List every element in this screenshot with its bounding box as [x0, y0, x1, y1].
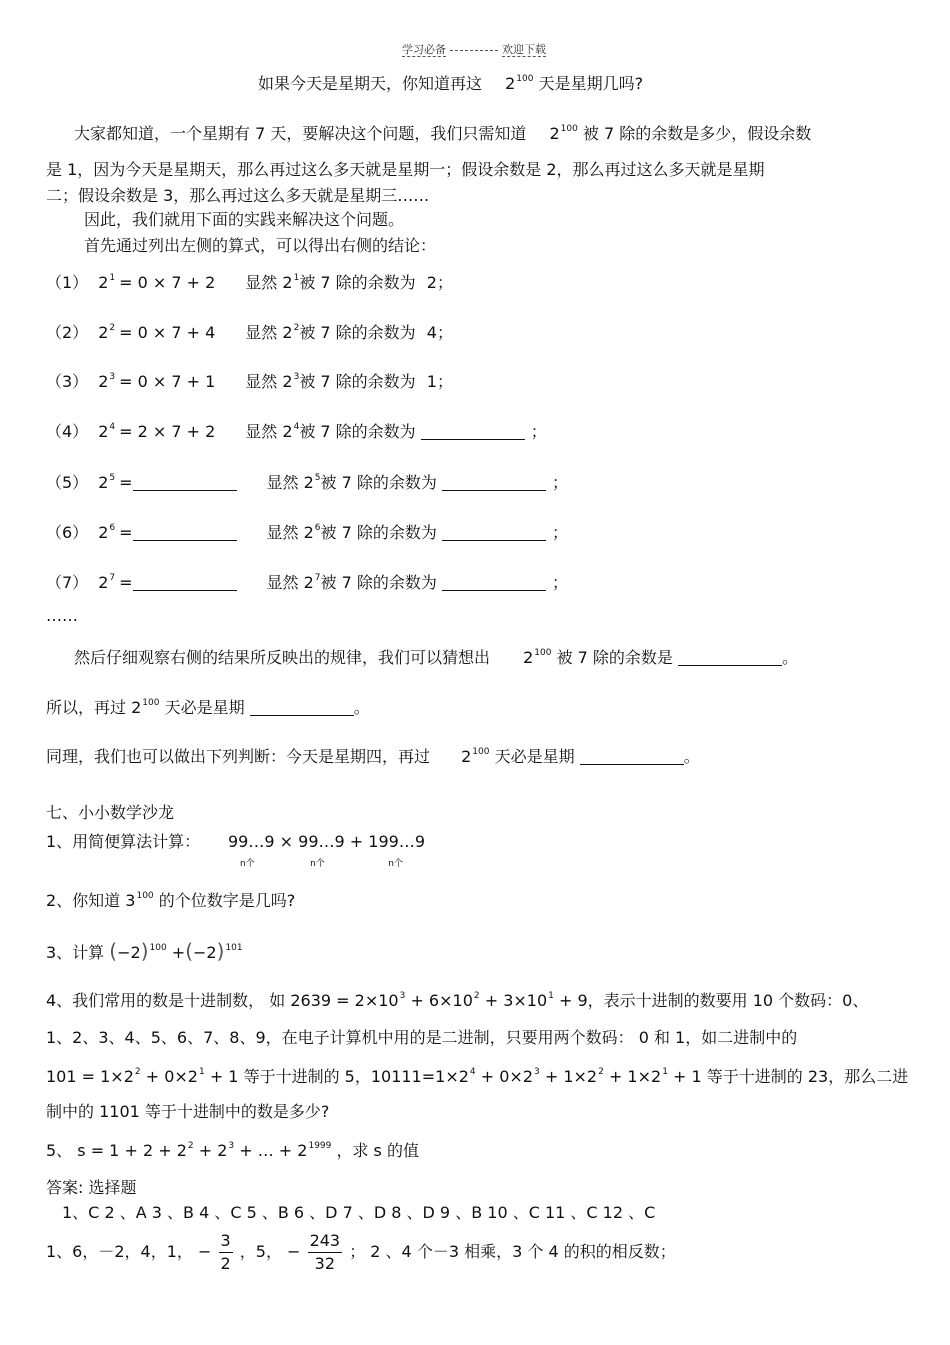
exponent: 2: [187, 1141, 194, 1151]
result-prefix: 显然 2: [266, 473, 314, 492]
expression-blank[interactable]: [133, 474, 237, 491]
nines-term: [368, 832, 425, 869]
base-number: 2: [98, 523, 109, 542]
exponent: 100: [472, 747, 490, 757]
question-text: + 2: [198, 1141, 228, 1160]
question-text: + 1×2: [544, 1067, 598, 1086]
row-number: （4）: [46, 422, 89, 441]
period: 。: [782, 648, 799, 667]
exponent: 1: [662, 1067, 668, 1077]
conclusion-text: 天必是星期: [164, 698, 245, 717]
result-text: 被 7 除的余数为: [320, 523, 437, 542]
page-title: [258, 74, 643, 97]
answers-line-1: 1、C 2 、A 3 、B 4 、C 5 、B 6 、D 7 、D 8 、D 9 、B 10 、C 11 、C 12 、C: [62, 1203, 656, 1222]
question-text: + 0×2: [480, 1067, 534, 1086]
page-header: [402, 40, 546, 60]
expression-blank[interactable]: [133, 524, 237, 541]
row-number: （1）: [46, 273, 89, 292]
term: 99…9: [228, 832, 275, 851]
header-divider: [450, 50, 498, 51]
result-prefix: 显然 2: [266, 573, 314, 592]
answer-blank[interactable]: [678, 649, 782, 666]
exercise-row: [46, 372, 453, 395]
exponent: 7: [314, 573, 321, 583]
fraction: [308, 1230, 343, 1275]
exponent: 2: [473, 991, 480, 1001]
row-expression: =: [119, 523, 133, 542]
question-text: + 1 等于十进制的 5，10111=1×2: [209, 1067, 469, 1086]
answers-label: 答案: 选择题: [46, 1178, 137, 1197]
question-text: 2、你知道: [46, 891, 121, 910]
result-text: 被 7 除的余数为: [299, 372, 416, 391]
fraction: [219, 1230, 233, 1275]
expression-blank[interactable]: [133, 574, 237, 591]
exponent: 4: [109, 422, 116, 432]
row-number: （6）: [46, 523, 89, 542]
question-text: 的个位数字是几吗?: [158, 891, 296, 910]
answer-blank[interactable]: [442, 524, 546, 541]
conclusion-3: [46, 747, 700, 770]
intro-paragraph-5: 首先通过列出左侧的算式，可以得出右侧的结论：: [84, 236, 437, 255]
row-expression: =: [119, 473, 133, 492]
exponent: 100: [142, 698, 160, 708]
result-value: ；: [551, 523, 568, 542]
question-1-expression: [228, 832, 425, 869]
denominator: 32: [314, 1254, 336, 1273]
term: −2: [117, 943, 141, 962]
exponent: 6: [314, 523, 321, 533]
row-number: （2）: [46, 323, 89, 342]
question-text: 3、计算: [46, 943, 105, 962]
row-expression: = 2 × 7 + 2: [119, 422, 216, 441]
intro-text: 被 7 除的余数是多少，假设余数: [582, 124, 812, 143]
term: 199…9: [368, 832, 425, 851]
conclusion-text: 被 7 除的余数是: [556, 648, 673, 667]
operator: +: [349, 832, 364, 851]
title-prefix: 如果今天是星期天，你知道再这: [258, 74, 483, 93]
exponent: 4: [293, 422, 300, 432]
row-number: （5）: [46, 473, 89, 492]
answer-text: ； 2 、4 个－3 相乘，3 个 4 的积的相反数；: [349, 1242, 676, 1261]
question-4-line-1: [46, 991, 868, 1014]
base-number: 2: [98, 573, 109, 592]
exponent: 5: [109, 473, 116, 483]
exponent: 5: [314, 473, 321, 483]
result-prefix: 显然 2: [245, 273, 293, 292]
denominator: 2: [220, 1254, 231, 1273]
conclusion-text: 天必是星期: [494, 747, 575, 766]
n-label: n个: [310, 859, 325, 869]
row-expression: = 0 × 7 + 1: [119, 372, 216, 391]
paren: (: [185, 939, 193, 963]
exponent: 100: [136, 891, 154, 901]
conclusion-2: [46, 698, 370, 721]
question-3: [46, 941, 243, 966]
base-number: 2: [98, 422, 109, 441]
question-4-line-4: 制中的 1101 等于十进制中的数是多少?: [46, 1102, 330, 1121]
n-label: n个: [388, 859, 403, 869]
exercise-row: [46, 573, 568, 596]
result-text: 被 7 除的余数为: [320, 473, 437, 492]
numerator: 3: [219, 1230, 233, 1253]
question-4-line-3: [46, 1067, 908, 1090]
row-result: [245, 422, 546, 445]
answer-blank[interactable]: [580, 748, 684, 765]
numerator: 243: [308, 1230, 343, 1253]
row-expression: = 0 × 7 + 4: [119, 323, 216, 342]
exponent: 100: [560, 124, 578, 134]
result-value: 2；: [426, 273, 453, 292]
question-5: [46, 1141, 419, 1164]
row-result: [245, 372, 453, 395]
exercise-row: [46, 473, 568, 496]
question-text: 4、我们常用的数是十进制数， 如 2639 = 2×10: [46, 991, 399, 1010]
question-1: [46, 832, 200, 852]
result-value: ；: [530, 422, 547, 441]
base-number: 2: [461, 747, 472, 766]
exponent: 100: [534, 648, 552, 658]
term: 99…9: [298, 832, 345, 851]
ellipsis: ……: [46, 606, 78, 625]
conclusion-text: 同理，我们也可以做出下列判断：今天是星期四，再过: [46, 747, 431, 766]
answer-blank[interactable]: [250, 699, 354, 716]
exercise-row: [46, 422, 547, 445]
row-number: （3）: [46, 372, 89, 391]
exponent: 1: [198, 1067, 205, 1077]
base-number: 2: [98, 473, 109, 492]
result-prefix: 显然 2: [266, 523, 314, 542]
header-left: 学习必备: [402, 43, 446, 56]
title-suffix: 天是星期几吗?: [538, 74, 644, 93]
operator: +: [171, 943, 186, 962]
answer-blank[interactable]: [442, 574, 546, 591]
question-text: + 0×2: [145, 1067, 198, 1086]
header-right: 欢迎下载: [502, 43, 546, 56]
result-value: 1；: [426, 372, 453, 391]
exponent: 4: [469, 1067, 476, 1077]
title-base: 2: [505, 74, 516, 93]
row-result: [245, 323, 453, 346]
result-text: 被 7 除的余数为: [320, 573, 437, 592]
exponent: 3: [293, 372, 300, 382]
question-text: + 6×10: [410, 991, 473, 1010]
result-text: 被 7 除的余数为: [299, 323, 416, 342]
paren: (: [109, 939, 118, 963]
base-number: 2: [523, 648, 534, 667]
exponent: 1999: [308, 1141, 332, 1151]
base-number: 2: [131, 698, 142, 717]
base-number: 3: [125, 891, 136, 910]
question-text: 101 = 1×2: [46, 1067, 134, 1086]
exponent: 3: [109, 372, 116, 382]
conclusion-text: 所以，再过: [46, 698, 127, 717]
base-number: 2: [98, 372, 109, 391]
base-number: 2: [98, 323, 109, 342]
question-text: + 1×2: [608, 1067, 662, 1086]
intro-paragraph-2: 是 1，因为今天是星期天，那么再过这么多天就是星期一；假设余数是 2，那么再过这么多天就是星期: [46, 160, 765, 179]
question-2: [46, 891, 295, 914]
term: −2: [193, 943, 217, 962]
row-number: （7）: [46, 573, 89, 592]
base-number: 2: [549, 124, 560, 143]
question-text: 5、 s = 1 + 2 + 2: [46, 1141, 187, 1160]
question-text: + 3×10: [484, 991, 548, 1010]
answer-blank[interactable]: [442, 474, 546, 491]
exponent: 1: [548, 991, 554, 1001]
result-value: ；: [551, 473, 568, 492]
row-result: [267, 573, 568, 596]
result-prefix: 显然 2: [245, 372, 293, 391]
result-value: 4；: [426, 323, 453, 342]
intro-paragraph-3: 二；假设余数是 3，那么再过这么多天就是星期三……: [46, 186, 430, 205]
answers-line-2: [46, 1230, 676, 1275]
intro-paragraph-4: 因此，我们就用下面的实践来解决这个问题。: [84, 210, 405, 229]
result-prefix: 显然 2: [245, 422, 293, 441]
conclusion-1: [74, 648, 798, 671]
answer-blank[interactable]: [421, 423, 525, 440]
paren: ): [140, 939, 149, 963]
exponent: 2: [598, 1067, 604, 1077]
question-text: ，求 s 的值: [336, 1141, 419, 1160]
operator: ×: [279, 832, 294, 851]
question-text: + 1 等于十进制的 23，那么二进: [673, 1067, 909, 1086]
exponent: 1: [293, 273, 300, 283]
period: 。: [353, 698, 370, 717]
exponent: 7: [109, 573, 116, 583]
exponent: 3: [228, 1141, 235, 1151]
exponent: 2: [109, 323, 116, 333]
result-prefix: 显然 2: [245, 323, 293, 342]
nines-term: [228, 832, 275, 869]
question-4-line-2: 1、2、3、4、5、6、7、8、9，在电子计算机中用的是二进制，只要用两个数码： 0 和 1，如二进制中的: [46, 1028, 798, 1047]
result-text: 被 7 除的余数为: [299, 422, 416, 441]
question-text: + … + 2: [239, 1141, 308, 1160]
exponent: 100: [149, 943, 167, 953]
title-exponent: 100: [516, 74, 534, 84]
question-text: + 9，表示十进制的数要用 10 个数码：0、: [558, 991, 869, 1010]
intro-text: 大家都知道，一个星期有 7 天，要解决这个问题，我们只需知道: [74, 124, 527, 143]
nines-term: [298, 832, 345, 869]
exponent: 3: [399, 991, 406, 1001]
intro-paragraph-1: [74, 124, 811, 147]
result-text: 被 7 除的余数为: [299, 273, 416, 292]
answer-text: 1、6，－2，4，1， −: [46, 1242, 212, 1261]
exponent: 1: [109, 273, 116, 283]
question-text: 1、用简便算法计算：: [46, 832, 201, 851]
exponent: 2: [134, 1067, 141, 1077]
period: 。: [683, 747, 700, 766]
exercise-row: [46, 523, 568, 546]
exercise-row: [46, 323, 453, 346]
row-expression: = 0 × 7 + 2: [119, 273, 216, 292]
conclusion-text: 然后仔细观察右侧的结果所反映出的规律，我们可以猜想出: [74, 648, 491, 667]
exponent: 3: [534, 1067, 540, 1077]
exponent: 2: [293, 323, 300, 333]
base-number: 2: [98, 273, 109, 292]
exponent: 6: [109, 523, 116, 533]
row-result: [267, 473, 568, 496]
answer-text: ，5， −: [239, 1242, 301, 1261]
result-value: ；: [551, 573, 568, 592]
row-result: [245, 273, 453, 296]
n-label: n个: [240, 859, 255, 869]
paren: ): [216, 939, 225, 963]
row-expression: =: [119, 573, 133, 592]
section-heading: 七、小小数学沙龙: [46, 803, 175, 822]
exponent: 101: [225, 943, 243, 953]
row-result: [267, 523, 568, 546]
exercise-row: [46, 273, 453, 296]
